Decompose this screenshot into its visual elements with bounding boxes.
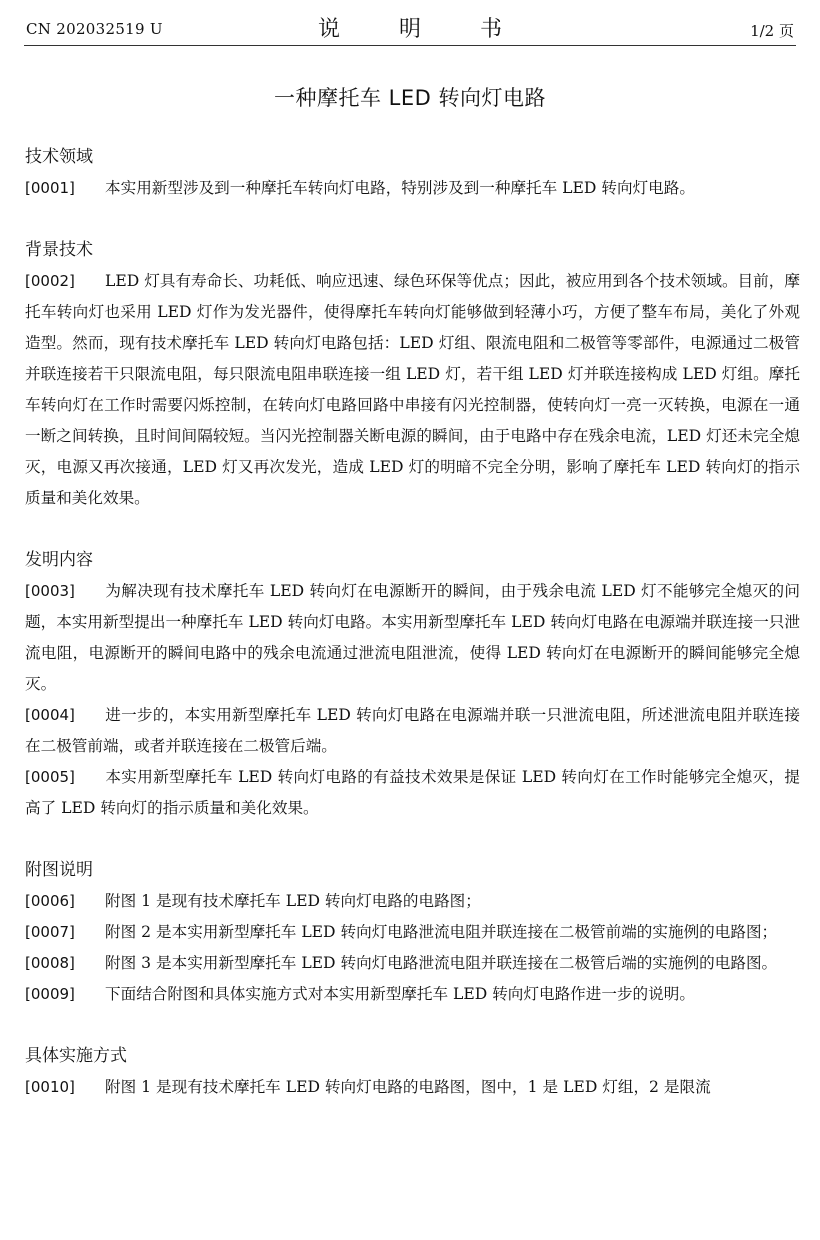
paragraph-text: 附图 1 是现有技术摩托车 LED 转向灯电路的电路图，图中，1 是 LED 灯组，2 是限流 <box>105 1078 711 1096</box>
header-rule <box>24 45 796 46</box>
page-number: 1/2 页 <box>750 22 794 40</box>
paragraph-text: 附图 3 是本实用新型摩托车 LED 转向灯电路泄流电阻并联连接在二极管后端的实施例的电路图。 <box>105 954 778 972</box>
paragraph-number: [0001] <box>25 179 75 197</box>
section-title: 附图说明 <box>25 860 93 880</box>
paragraph-text: 本实用新型涉及到一种摩托车转向灯电路，特别涉及到一种摩托车 LED 转向灯电路。 <box>105 179 695 197</box>
paragraph-number: [0002] <box>25 272 75 290</box>
document-body <box>25 142 800 1103</box>
paragraph <box>25 266 800 514</box>
paragraph-text: 下面结合附图和具体实施方式对本实用新型摩托车 LED 转向灯电路作进一步的说明。 <box>105 985 695 1003</box>
paragraph-number: [0004] <box>25 706 75 724</box>
section-embodiments <box>25 1041 800 1103</box>
paragraph <box>25 576 800 700</box>
paragraph <box>25 979 800 1010</box>
section-technical-field <box>25 142 800 204</box>
paragraph <box>25 948 800 979</box>
section-drawings <box>25 855 800 1010</box>
paragraph-number: [0005] <box>25 768 75 786</box>
paragraph-text: 本实用新型摩托车 LED 转向灯电路的有益技术效果是保证 LED 转向灯在工作时能够完全熄灭，提高了 LED 转向灯的指示质量和美化效果。 <box>25 768 800 817</box>
section-title: 背景技术 <box>25 240 93 260</box>
paragraph-number: [0010] <box>25 1078 75 1096</box>
section-summary <box>25 545 800 824</box>
paragraph-number: [0008] <box>25 954 75 972</box>
paragraph <box>25 917 800 948</box>
paragraph <box>25 886 800 917</box>
section-title: 发明内容 <box>25 550 93 570</box>
paragraph-text: 附图 2 是本实用新型摩托车 LED 转向灯电路泄流电阻并联连接在二极管前端的实施例的电路图； <box>105 923 778 941</box>
paragraph-number: [0003] <box>25 582 75 600</box>
paragraph <box>25 173 800 204</box>
page-header <box>0 0 820 46</box>
section-title: 技术领域 <box>25 147 93 167</box>
paragraph-text: 为解决现有技术摩托车 LED 转向灯在电源断开的瞬间，由于残余电流 LED 灯不能够完全熄灭的问题，本实用新型提出一种摩托车 LED 转向灯电路。本实用新型摩托车 LED 转向灯电路在电源端并联连接一只泄流电阻，电源断开的瞬间电路中的残余电流通过泄流电阻泄流，使得 LED 转向灯在电源断开的瞬间能够完全熄灭。 <box>25 582 800 693</box>
paragraph-text: LED 灯具有寿命长、功耗低、响应迅速、绿色环保等优点；因此，被应用到各个技术领域。目前，摩托车转向灯也采用 LED 灯作为发光器件，使得摩托车转向灯能够做到轻薄小巧，方便了整车布局，美化了外观造型。然而，现有技术摩托车 LED 转向灯电路包括：LED 灯组、限流电阻和二极管等零部件，电源通过二极管并联连接若干只限流电阻，每只限流电阻串联连接一组 LED 灯，若干组 LED 灯并联连接构成 LED 灯组。摩托车转向灯在工作时需要闪烁控制，在转向灯电路回路中串接有闪光控制器，使转向灯一亮一灭转换，电源在一通一断之间转换，且时间间隔较短。当闪光控制器关断电源的瞬间，由于电路中存在残余电流，LED 灯还未完全熄灭，电源又再次接通，LED 灯又再次发光，造成 LED 灯的明暗不完全分明，影响了摩托车 LED 转向灯的指示质量和美化效果。 <box>25 272 800 507</box>
paragraph-text: 附图 1 是现有技术摩托车 LED 转向灯电路的电路图； <box>105 892 481 910</box>
paragraph-text: 进一步的，本实用新型摩托车 LED 转向灯电路在电源端并联一只泄流电阻，所述泄流电阻并联连接在二极管前端，或者并联连接在二极管后端。 <box>25 706 800 755</box>
section-background <box>25 235 800 514</box>
document-number: CN 202032519 U <box>26 20 163 38</box>
document-title: 一种摩托车 LED 转向灯电路 <box>274 86 546 110</box>
paragraph-number: [0006] <box>25 892 75 910</box>
paragraph-number: [0007] <box>25 923 75 941</box>
paragraph <box>25 1072 800 1103</box>
paragraph <box>25 762 800 824</box>
paragraph-number: [0009] <box>25 985 75 1003</box>
section-title: 具体实施方式 <box>25 1046 127 1066</box>
document-type: 说 明 书 <box>318 17 528 42</box>
paragraph <box>25 700 800 762</box>
